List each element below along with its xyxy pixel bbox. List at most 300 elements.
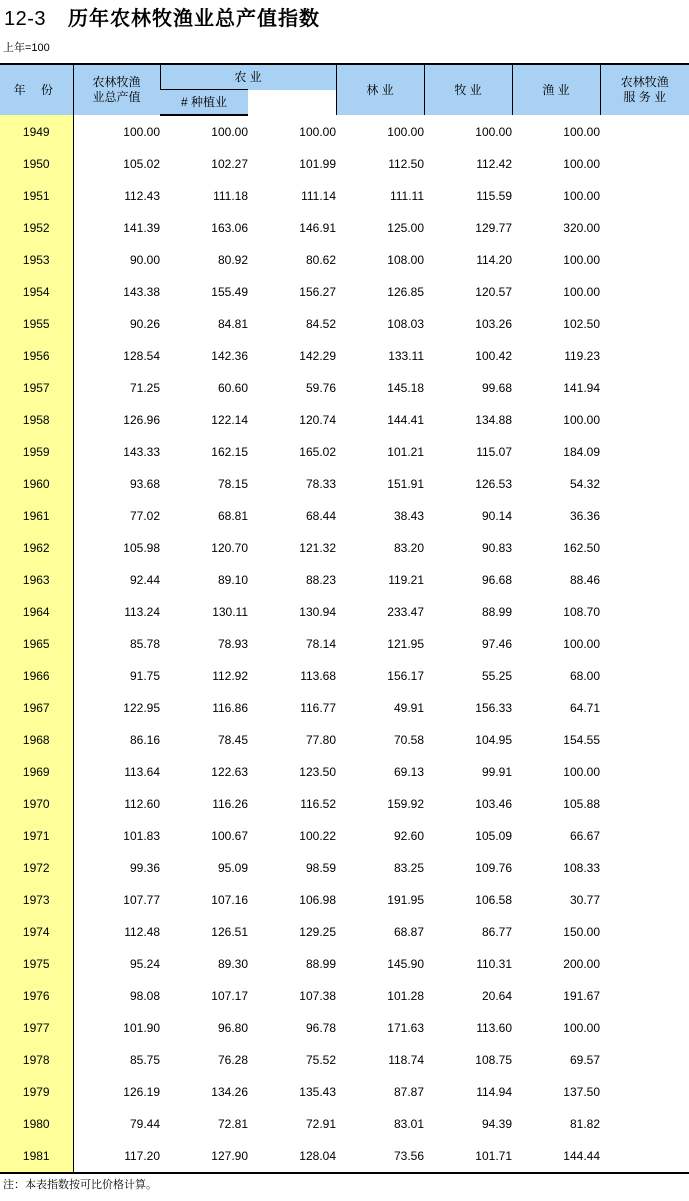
total-cell: 112.60 bbox=[124, 797, 160, 811]
agri-cell: 134.26 bbox=[211, 1085, 248, 1099]
forestry-cell: 49.91 bbox=[393, 701, 424, 715]
forestry-cell: 145.18 bbox=[387, 381, 424, 395]
agri-cell: 163.06 bbox=[211, 221, 248, 235]
table-row bbox=[0, 212, 689, 244]
forestry-cell: 144.41 bbox=[387, 413, 424, 427]
forestry-cell: 101.28 bbox=[387, 989, 424, 1003]
year-cell: 1977 bbox=[0, 1012, 73, 1044]
animal-cell: 96.68 bbox=[481, 573, 512, 587]
forestry-cell: 159.92 bbox=[387, 797, 424, 811]
forestry-cell: 69.13 bbox=[393, 765, 424, 779]
service-cell bbox=[600, 884, 689, 916]
service-cell bbox=[600, 596, 689, 628]
fishery-cell: 100.00 bbox=[563, 765, 600, 779]
fishery-cell: 36.36 bbox=[569, 509, 600, 523]
table-row bbox=[0, 692, 689, 724]
planting-cell: 146.91 bbox=[299, 221, 336, 235]
agri-cell: 162.15 bbox=[211, 445, 248, 459]
planting-cell: 96.78 bbox=[305, 1021, 336, 1035]
service-cell bbox=[600, 1012, 689, 1044]
service-cell bbox=[600, 436, 689, 468]
planting-cell: 84.52 bbox=[305, 317, 336, 331]
service-cell bbox=[600, 340, 689, 372]
total-cell: 91.75 bbox=[129, 669, 160, 683]
year-cell: 1956 bbox=[0, 340, 73, 372]
animal-cell: 115.59 bbox=[476, 189, 512, 203]
animal-cell: 156.33 bbox=[475, 701, 512, 715]
fishery-cell: 150.00 bbox=[563, 925, 600, 939]
total-cell: 105.98 bbox=[123, 541, 160, 555]
agri-cell: 111.18 bbox=[213, 189, 248, 203]
planting-cell: 80.62 bbox=[305, 253, 336, 267]
year-cell: 1975 bbox=[0, 948, 73, 980]
total-cell: 101.83 bbox=[123, 829, 160, 843]
table-row bbox=[0, 596, 689, 628]
agri-cell: 116.26 bbox=[212, 797, 248, 811]
forestry-cell: 191.95 bbox=[387, 893, 424, 907]
planting-cell: 88.23 bbox=[305, 573, 336, 587]
planting-cell: 106.98 bbox=[299, 893, 336, 907]
fishery-cell: 30.77 bbox=[569, 893, 600, 907]
table-row bbox=[0, 340, 689, 372]
planting-cell: 135.43 bbox=[299, 1085, 336, 1099]
forestry-cell: 233.47 bbox=[387, 605, 424, 619]
table-row bbox=[0, 436, 689, 468]
agri-cell: 116.86 bbox=[212, 701, 248, 715]
year-cell: 1955 bbox=[0, 308, 73, 340]
service-cell bbox=[600, 1140, 689, 1173]
agri-cell: 78.15 bbox=[217, 477, 248, 491]
year-cell: 1964 bbox=[0, 596, 73, 628]
footnote: 注：本表指数按可比价格计算。 bbox=[3, 1179, 157, 1191]
year-cell: 1966 bbox=[0, 660, 73, 692]
fishery-cell: 69.57 bbox=[569, 1053, 600, 1067]
total-cell: 113.24 bbox=[124, 605, 160, 619]
agri-cell: 100.00 bbox=[211, 125, 248, 139]
animal-cell: 86.77 bbox=[481, 925, 512, 939]
animal-cell: 134.88 bbox=[475, 413, 512, 427]
fishery-cell: 141.94 bbox=[563, 381, 600, 395]
animal-cell: 115.07 bbox=[476, 445, 512, 459]
animal-cell: 99.68 bbox=[481, 381, 512, 395]
planting-cell: 129.25 bbox=[299, 925, 336, 939]
year-cell: 1968 bbox=[0, 724, 73, 756]
animal-cell: 126.53 bbox=[475, 477, 512, 491]
fishery-cell: 100.00 bbox=[563, 157, 600, 171]
service-cell bbox=[600, 660, 689, 692]
total-cell: 90.26 bbox=[129, 317, 160, 331]
table-row bbox=[0, 884, 689, 916]
fishery-cell: 54.32 bbox=[569, 477, 600, 491]
agri-cell: 126.51 bbox=[211, 925, 248, 939]
animal-cell: 90.83 bbox=[481, 541, 512, 555]
total-cell: 112.43 bbox=[124, 189, 160, 203]
fishery-cell: 100.00 bbox=[563, 413, 600, 427]
total-cell: 101.90 bbox=[123, 1021, 160, 1035]
planting-cell: 78.14 bbox=[305, 637, 336, 651]
table-row bbox=[0, 852, 689, 884]
table-row bbox=[0, 916, 689, 948]
planting-cell: 121.32 bbox=[299, 541, 336, 555]
agri-cell: 76.28 bbox=[217, 1053, 248, 1067]
animal-cell: 129.77 bbox=[475, 221, 512, 235]
planting-cell: 107.38 bbox=[299, 989, 336, 1003]
service-cell bbox=[600, 820, 689, 852]
planting-cell: 78.33 bbox=[305, 477, 336, 491]
fishery-cell: 154.55 bbox=[563, 733, 600, 747]
animal-cell: 104.95 bbox=[475, 733, 512, 747]
planting-cell: 100.00 bbox=[299, 124, 336, 139]
forestry-cell: 68.87 bbox=[393, 925, 424, 939]
animal-cell: 114.20 bbox=[476, 253, 512, 267]
table-row bbox=[0, 372, 689, 404]
agri-cell: 95.09 bbox=[217, 861, 248, 875]
year-cell: 1959 bbox=[0, 436, 73, 468]
animal-cell: 97.46 bbox=[481, 637, 512, 651]
year-cell: 1957 bbox=[0, 372, 73, 404]
planting-cell: 130.94 bbox=[299, 605, 336, 619]
forestry-cell: 73.56 bbox=[336, 1140, 424, 1173]
fishery-cell: 162.50 bbox=[563, 541, 600, 555]
animal-cell: 55.25 bbox=[481, 669, 512, 683]
agri-cell: 100.67 bbox=[211, 829, 248, 843]
service-cell bbox=[600, 756, 689, 788]
forestry-cell: 119.21 bbox=[388, 573, 424, 587]
year-cell: 1974 bbox=[0, 916, 73, 948]
total-cell: 92.44 bbox=[129, 573, 160, 587]
table-row bbox=[0, 948, 689, 980]
agri-cell: 122.63 bbox=[211, 765, 248, 779]
total-cell: 93.68 bbox=[129, 477, 160, 491]
total-cell: 85.78 bbox=[129, 637, 160, 651]
service-cell bbox=[600, 1076, 689, 1108]
animal-cell: 99.91 bbox=[481, 765, 512, 779]
table-row bbox=[0, 115, 689, 148]
forestry-cell: 83.25 bbox=[393, 861, 424, 875]
fishery-cell: 88.46 bbox=[569, 573, 600, 587]
total-cell: 71.25 bbox=[129, 381, 160, 395]
header-fishery: 渔 业 bbox=[512, 64, 600, 115]
year-cell: 1962 bbox=[0, 532, 73, 564]
planting-cell: 142.29 bbox=[299, 349, 336, 363]
agri-cell: 89.30 bbox=[217, 957, 248, 971]
total-cell: 112.48 bbox=[124, 925, 160, 939]
header-service: 农林牧渔 服 务 业 bbox=[600, 64, 689, 115]
fishery-cell: 144.44 bbox=[512, 1140, 600, 1173]
agri-cell: 60.60 bbox=[217, 381, 248, 395]
planting-cell: 165.02 bbox=[299, 445, 336, 459]
table-row bbox=[0, 500, 689, 532]
table-row bbox=[0, 724, 689, 756]
forestry-cell: 156.17 bbox=[387, 669, 424, 683]
fishery-cell: 108.33 bbox=[563, 861, 600, 875]
service-cell bbox=[600, 692, 689, 724]
forestry-cell: 83.01 bbox=[393, 1117, 424, 1131]
forestry-cell: 87.87 bbox=[393, 1085, 424, 1099]
header-planting: # 种植业 bbox=[160, 90, 248, 116]
forestry-cell: 151.91 bbox=[387, 477, 424, 491]
planting-cell: 128.04 bbox=[248, 1140, 336, 1173]
forestry-cell: 70.58 bbox=[393, 733, 424, 747]
service-cell bbox=[600, 628, 689, 660]
forestry-cell: 101.21 bbox=[387, 445, 424, 459]
year-cell: 1970 bbox=[0, 788, 73, 820]
planting-cell: 98.59 bbox=[305, 861, 336, 875]
forestry-cell: 108.00 bbox=[387, 253, 424, 267]
agri-cell: 78.45 bbox=[217, 733, 248, 747]
fishery-cell: 137.50 bbox=[563, 1085, 600, 1099]
table-row bbox=[0, 180, 689, 212]
total-cell: 128.54 bbox=[123, 349, 160, 363]
table-row bbox=[0, 628, 689, 660]
year-cell: 1973 bbox=[0, 884, 73, 916]
fishery-cell: 100.00 bbox=[563, 189, 600, 203]
service-cell bbox=[600, 148, 689, 180]
year-cell: 1963 bbox=[0, 564, 73, 596]
table-title bbox=[4, 4, 320, 34]
agri-cell: 127.90 bbox=[160, 1140, 248, 1173]
forestry-cell: 145.90 bbox=[387, 957, 424, 971]
fishery-cell: 66.67 bbox=[569, 829, 600, 843]
animal-cell: 109.76 bbox=[475, 861, 512, 875]
agri-cell: 68.81 bbox=[217, 509, 248, 523]
header-forestry: 林 业 bbox=[336, 64, 424, 115]
animal-cell: 113.60 bbox=[476, 1021, 512, 1035]
animal-cell: 101.71 bbox=[424, 1140, 512, 1173]
forestry-cell: 125.00 bbox=[387, 221, 424, 235]
planting-cell: 72.91 bbox=[305, 1117, 336, 1131]
year-cell: 1951 bbox=[0, 180, 73, 212]
service-cell bbox=[600, 948, 689, 980]
forestry-cell: 133.11 bbox=[388, 349, 424, 363]
year-cell: 1980 bbox=[0, 1108, 73, 1140]
animal-cell: 114.94 bbox=[476, 1085, 512, 1099]
header-year: 年 份 bbox=[0, 64, 73, 115]
table-row bbox=[0, 276, 689, 308]
service-cell bbox=[600, 404, 689, 436]
service-cell bbox=[600, 532, 689, 564]
table-row bbox=[0, 1108, 689, 1140]
table-row bbox=[0, 756, 689, 788]
total-cell: 85.75 bbox=[129, 1053, 160, 1067]
service-cell bbox=[600, 180, 689, 212]
planting-cell: 116.77 bbox=[300, 701, 336, 715]
total-cell: 79.44 bbox=[129, 1117, 160, 1131]
agri-cell: 155.49 bbox=[211, 285, 248, 299]
table-row bbox=[0, 564, 689, 596]
total-cell: 105.02 bbox=[123, 157, 160, 171]
table-row bbox=[0, 660, 689, 692]
year-cell: 1953 bbox=[0, 244, 73, 276]
agri-cell: 96.80 bbox=[217, 1021, 248, 1035]
table-row bbox=[0, 980, 689, 1012]
year-cell: 1969 bbox=[0, 756, 73, 788]
total-cell: 122.95 bbox=[123, 701, 160, 715]
planting-cell: 113.68 bbox=[300, 669, 336, 683]
agri-cell: 84.81 bbox=[217, 317, 248, 331]
forestry-cell: 100.00 bbox=[387, 124, 424, 139]
table-row bbox=[0, 788, 689, 820]
service-cell bbox=[600, 852, 689, 884]
year-cell: 1981 bbox=[0, 1140, 73, 1173]
planting-cell: 59.76 bbox=[305, 381, 336, 395]
animal-cell: 112.42 bbox=[476, 157, 512, 171]
agri-cell: 89.10 bbox=[217, 573, 248, 587]
animal-cell: 105.09 bbox=[475, 829, 512, 843]
table-number: 12-3 bbox=[4, 8, 47, 30]
planting-cell: 123.50 bbox=[299, 765, 336, 779]
fishery-cell: 184.09 bbox=[563, 445, 600, 459]
fishery-cell: 81.82 bbox=[569, 1117, 600, 1131]
fishery-cell: 191.67 bbox=[563, 989, 600, 1003]
total-cell: 99.36 bbox=[129, 861, 160, 875]
service-cell bbox=[600, 980, 689, 1012]
service-cell bbox=[600, 564, 689, 596]
service-cell bbox=[600, 212, 689, 244]
planting-cell: 68.44 bbox=[305, 509, 336, 523]
service-cell bbox=[600, 724, 689, 756]
table-row bbox=[0, 532, 689, 564]
service-cell bbox=[600, 468, 689, 500]
year-cell: 1960 bbox=[0, 468, 73, 500]
total-cell: 86.16 bbox=[129, 733, 160, 747]
table-row bbox=[0, 148, 689, 180]
service-cell bbox=[600, 788, 689, 820]
table-title-text: 历年农林牧渔业总产值指数 bbox=[68, 8, 320, 30]
header-animal-husbandry: 牧 业 bbox=[424, 64, 512, 115]
forestry-cell: 126.85 bbox=[387, 285, 424, 299]
fishery-cell: 105.88 bbox=[563, 797, 600, 811]
year-cell: 1954 bbox=[0, 276, 73, 308]
animal-cell: 108.75 bbox=[475, 1053, 512, 1067]
header-total: 农林牧渔 业总产值 bbox=[73, 64, 160, 115]
animal-cell: 103.46 bbox=[475, 797, 512, 811]
forestry-cell: 112.50 bbox=[388, 157, 424, 171]
total-cell: 113.64 bbox=[124, 765, 160, 779]
planting-cell: 111.14 bbox=[301, 189, 336, 203]
fishery-cell: 108.70 bbox=[563, 605, 600, 619]
planting-cell: 120.74 bbox=[299, 413, 336, 427]
table-row bbox=[0, 1140, 689, 1173]
agri-cell: 120.70 bbox=[211, 541, 248, 555]
forestry-cell: 83.20 bbox=[393, 541, 424, 555]
planting-cell: 77.80 bbox=[305, 733, 336, 747]
service-cell bbox=[600, 916, 689, 948]
fishery-cell: 200.00 bbox=[563, 957, 600, 971]
table-row bbox=[0, 1044, 689, 1076]
total-cell: 100.00 bbox=[123, 124, 160, 139]
animal-cell: 90.14 bbox=[481, 509, 512, 523]
planting-cell: 101.99 bbox=[299, 157, 336, 171]
forestry-cell: 118.74 bbox=[388, 1053, 424, 1067]
service-cell bbox=[600, 1044, 689, 1076]
fishery-cell: 68.00 bbox=[569, 669, 600, 683]
year-cell: 1978 bbox=[0, 1044, 73, 1076]
agri-cell: 72.81 bbox=[217, 1117, 248, 1131]
year-cell: 1972 bbox=[0, 852, 73, 884]
planting-cell: 88.99 bbox=[305, 957, 336, 971]
year-cell: 1976 bbox=[0, 980, 73, 1012]
total-cell: 126.19 bbox=[123, 1085, 160, 1099]
agri-cell: 78.93 bbox=[217, 637, 248, 651]
table-row bbox=[0, 1012, 689, 1044]
fishery-cell: 100.00 bbox=[563, 285, 600, 299]
animal-cell: 88.99 bbox=[481, 605, 512, 619]
service-cell bbox=[600, 276, 689, 308]
forestry-cell: 121.95 bbox=[387, 637, 424, 651]
table-row bbox=[0, 820, 689, 852]
agri-cell: 112.92 bbox=[212, 669, 248, 683]
fishery-cell: 100.00 bbox=[563, 1021, 600, 1035]
table-row bbox=[0, 468, 689, 500]
year-cell: 1950 bbox=[0, 148, 73, 180]
agri-cell: 107.17 bbox=[211, 989, 248, 1003]
year-cell: 1979 bbox=[0, 1076, 73, 1108]
year-cell: 1958 bbox=[0, 404, 73, 436]
fishery-cell: 100.00 bbox=[563, 637, 600, 651]
index-table bbox=[0, 63, 689, 1174]
planting-cell: 156.27 bbox=[299, 285, 336, 299]
animal-cell: 20.64 bbox=[481, 989, 512, 1003]
planting-cell: 116.52 bbox=[300, 797, 336, 811]
forestry-cell: 171.63 bbox=[387, 1021, 424, 1035]
total-cell: 143.38 bbox=[123, 285, 160, 299]
year-cell: 1961 bbox=[0, 500, 73, 532]
agri-cell: 122.14 bbox=[211, 413, 248, 427]
service-cell bbox=[600, 244, 689, 276]
fishery-cell: 320.00 bbox=[563, 221, 600, 235]
table-row bbox=[0, 244, 689, 276]
service-cell bbox=[600, 115, 689, 148]
total-cell: 98.08 bbox=[129, 989, 160, 1003]
service-cell bbox=[600, 1108, 689, 1140]
year-cell: 1965 bbox=[0, 628, 73, 660]
year-cell: 1971 bbox=[0, 820, 73, 852]
fishery-cell: 102.50 bbox=[563, 317, 600, 331]
animal-cell: 100.00 bbox=[475, 124, 512, 139]
animal-cell: 100.42 bbox=[475, 349, 512, 363]
total-cell: 90.00 bbox=[129, 253, 160, 267]
total-cell: 143.33 bbox=[123, 445, 160, 459]
total-cell: 95.24 bbox=[129, 957, 160, 971]
total-cell: 77.02 bbox=[129, 509, 160, 523]
unit-label: 上年=100 bbox=[3, 42, 50, 54]
table-row bbox=[0, 308, 689, 340]
service-cell bbox=[600, 372, 689, 404]
service-cell bbox=[600, 308, 689, 340]
animal-cell: 106.58 bbox=[475, 893, 512, 907]
planting-cell: 100.22 bbox=[299, 829, 336, 843]
fishery-cell: 100.00 bbox=[563, 253, 600, 267]
fishery-cell: 64.71 bbox=[569, 701, 600, 715]
total-cell: 117.20 bbox=[73, 1140, 160, 1173]
forestry-cell: 38.43 bbox=[393, 509, 424, 523]
agri-cell: 107.16 bbox=[211, 893, 248, 907]
table-row bbox=[0, 1076, 689, 1108]
fishery-cell: 119.23 bbox=[564, 349, 600, 363]
forestry-cell: 108.03 bbox=[387, 317, 424, 331]
total-cell: 141.39 bbox=[123, 221, 160, 235]
total-cell: 107.77 bbox=[123, 893, 160, 907]
table-body bbox=[0, 115, 689, 1173]
fishery-cell: 100.00 bbox=[563, 124, 600, 139]
animal-cell: 120.57 bbox=[475, 285, 512, 299]
agri-cell: 130.11 bbox=[212, 605, 248, 619]
agri-cell: 142.36 bbox=[211, 349, 248, 363]
year-cell: 1952 bbox=[0, 212, 73, 244]
planting-cell: 75.52 bbox=[305, 1053, 336, 1067]
animal-cell: 103.26 bbox=[475, 317, 512, 331]
